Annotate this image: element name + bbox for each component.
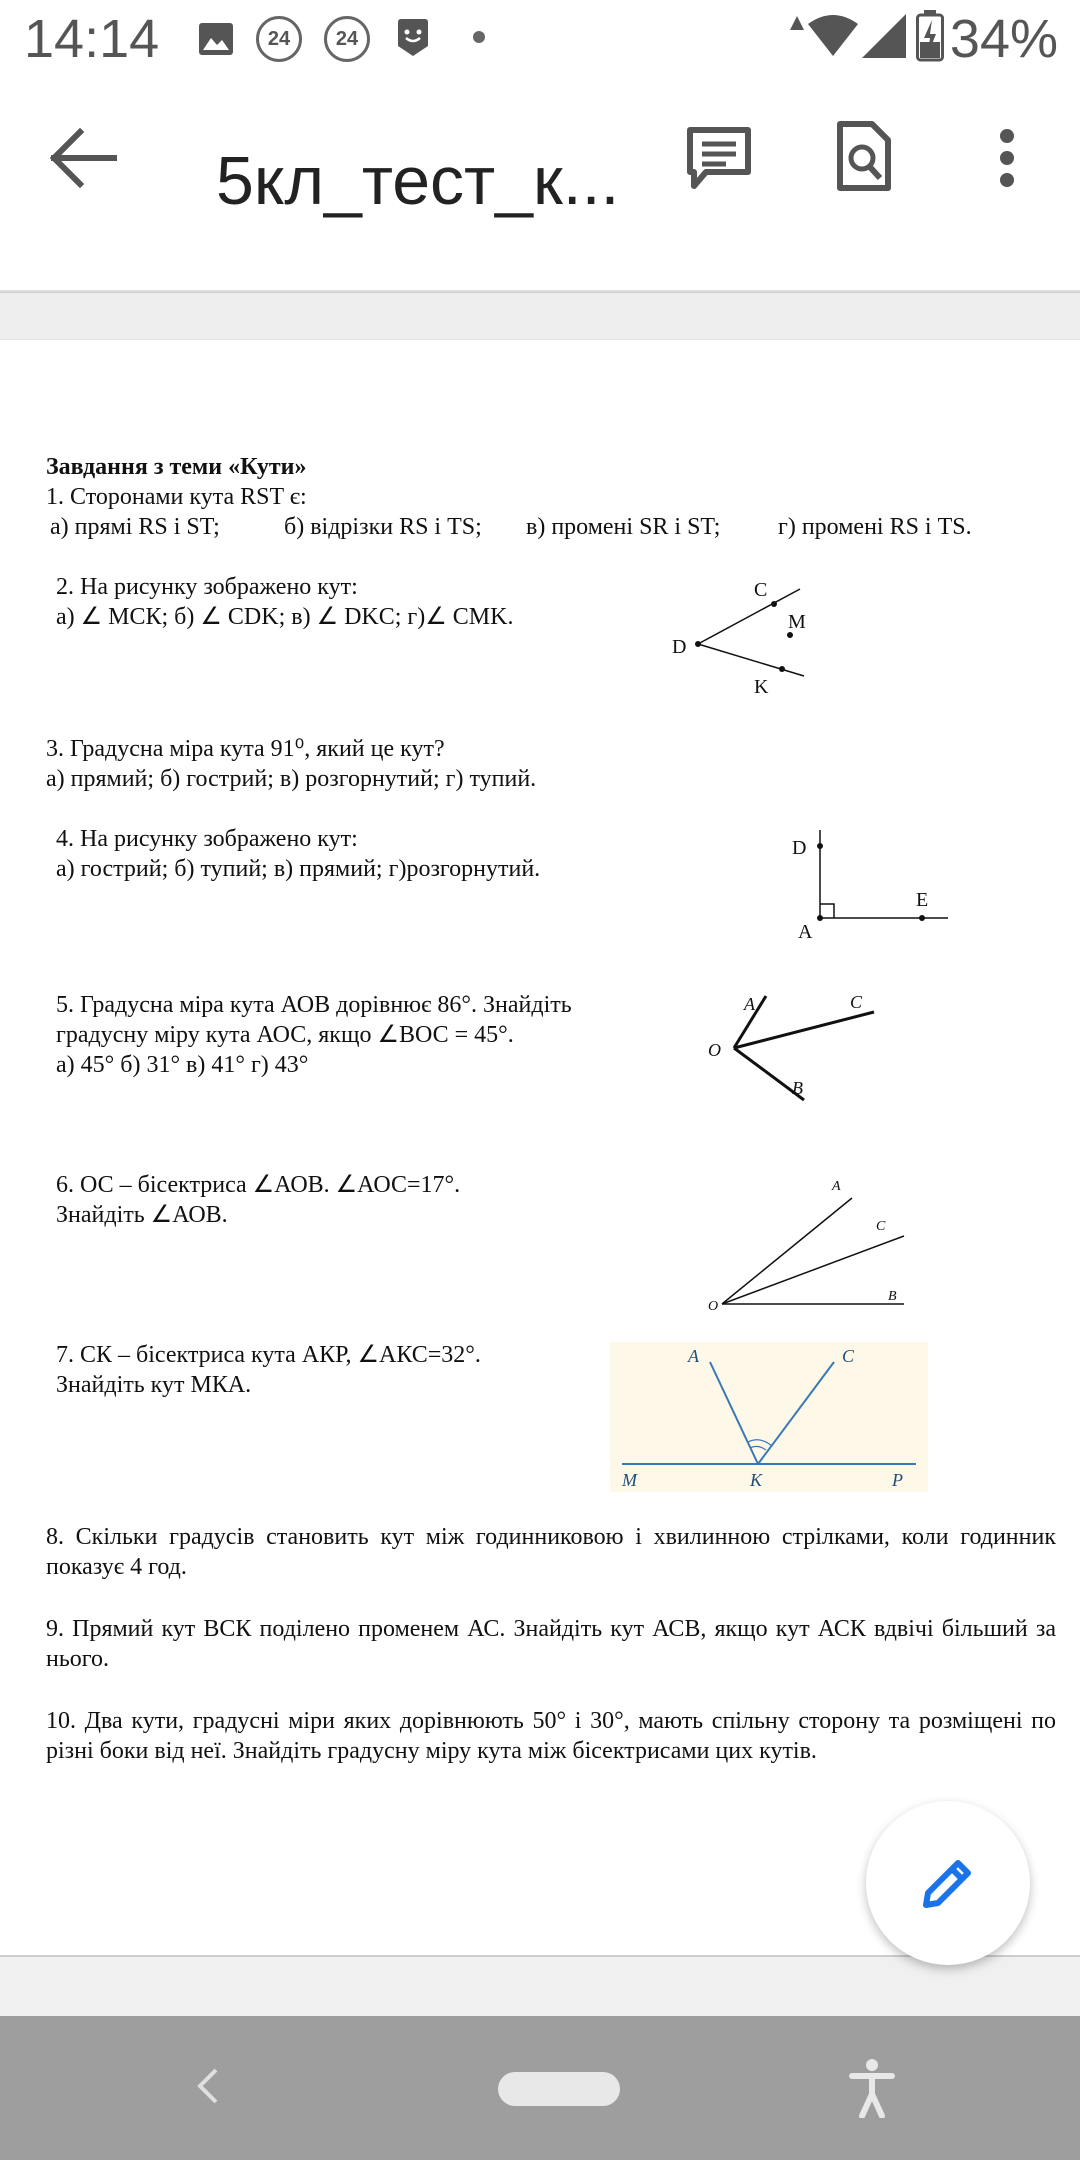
signal-icon (862, 14, 906, 63)
fig4-label-a: A (798, 921, 813, 943)
q2-options: а) ∠ МСК; б) ∠ CDK; в) ∠ DKC; г)∠ CMK. (56, 604, 514, 630)
figure-angle-cdk (660, 565, 820, 695)
battery-icon (916, 10, 944, 67)
find-in-page-icon[interactable] (836, 120, 892, 197)
q5-options: а) 45° б) 31° в) 41° г) 43° (56, 1052, 309, 1078)
fig5-label-a: A (744, 994, 755, 1014)
fig6-label-b: B (888, 1289, 897, 1304)
document-title: 5кл_тест_к... (216, 143, 620, 219)
comment-icon[interactable] (686, 126, 752, 195)
fig6-label-a: A (832, 1179, 841, 1194)
figure-bisector-oc (700, 1170, 920, 1320)
document-page[interactable] (0, 340, 1080, 1957)
navigation-bar (0, 2016, 1080, 2160)
fig7-label-m: M (622, 1470, 637, 1490)
q1-option-d: г) промені RS і TS. (778, 514, 972, 540)
fig6-label-o: O (708, 1299, 719, 1314)
accessibility-icon[interactable] (848, 2058, 896, 2123)
question-3: 3. Градусна міра кута 91⁰, який це кут? (46, 736, 445, 762)
fig7-label-c: C (842, 1346, 855, 1366)
fig7-label-p: P (892, 1470, 903, 1490)
image-notification-icon (198, 22, 234, 61)
fig2-label-m: M (788, 611, 806, 633)
notification-badge-icon: 24 (324, 16, 370, 62)
fig2-label-c: C (754, 579, 768, 601)
heading: Завдання з теми «Кути» (46, 454, 307, 480)
q4-options: а) гострий; б) тупий; в) прямий; г)розгорнутий. (56, 856, 541, 882)
question-4: 4. На рисунку зображено кут: (56, 826, 358, 852)
question-2: 2. На рисунку зображено кут: (56, 574, 358, 600)
status-time: 14:14 (24, 9, 160, 69)
pencil-icon (918, 1853, 978, 1913)
fig5-label-b: B (792, 1078, 803, 1098)
q1-option-a: а) прямі RS і ST; (50, 514, 220, 540)
status-bar (0, 0, 1080, 80)
app-bar (0, 80, 1080, 292)
question-8: 8. Скільки градусів становить кут між годинниковою і хвилинною стрілками, коли годинник показує 4 год. (46, 1524, 1056, 1580)
nav-back-icon[interactable] (196, 2066, 220, 2111)
question-5-line-1: 5. Градусна міра кута АОВ дорівнює 86°. Знайдіть (56, 992, 572, 1018)
fig2-label-d: D (672, 636, 687, 658)
fig5-label-o: O (708, 1040, 721, 1060)
question-5-line-2: градусну міру кута АОС, якщо ∠ВОС = 45°. (56, 1022, 514, 1048)
fig2-label-k: K (754, 676, 769, 695)
question-6-line-1: 6. ОС – бісектриса ∠АОВ. ∠АОС=17°. (56, 1172, 461, 1198)
fig7-label-k: K (750, 1470, 763, 1490)
q1-option-b: б) відрізки RS і TS; (284, 514, 482, 540)
page-gap (0, 292, 1080, 340)
more-options-icon[interactable] (996, 128, 1018, 193)
question-7-line-1: 7. СК – бісектриса кута АКР, ∠АКС=32°. (56, 1342, 481, 1368)
wifi-icon (808, 14, 858, 63)
question-1: 1. Сторонами кута RST є: (46, 484, 307, 510)
figure-angles-aob (700, 990, 880, 1110)
question-6-line-2: Знайдіть ∠АОВ. (56, 1202, 228, 1228)
question-7-line-2: Знайдіть кут МКА. (56, 1372, 252, 1398)
notification-badge-icon: 24 (256, 16, 302, 62)
fig6-label-c: C (876, 1219, 886, 1234)
nav-home-pill[interactable] (498, 2072, 620, 2106)
question-9: 9. Прямий кут ВСК поділено променем АС. Знайдіть кут АСВ, якщо кут АСК вдвічі більший за нього. (46, 1616, 1056, 1672)
q3-options: а) прямий; б) гострий; в) розгорнутий; г) тупий. (46, 766, 537, 792)
edit-button[interactable] (866, 1801, 1030, 1965)
question-10: 10. Два кути, градусні міри яких дорівнюють 50° і 30°, мають спільну сторону та розміщені по різні боки від неї. Знайдіть градусну міру кута між бісектрисами цих кутів. (46, 1708, 1056, 1764)
battery-percentage: 34% (949, 9, 1058, 69)
dot-icon (472, 30, 486, 49)
figure-bisector-ck (610, 1342, 928, 1492)
back-arrow-icon[interactable] (50, 128, 118, 193)
fig7-label-a: A (688, 1346, 699, 1366)
fig4-label-e: E (916, 889, 929, 911)
data-arrow-icon (790, 16, 804, 39)
fig4-label-d: D (792, 837, 807, 859)
chat-app-icon (396, 18, 430, 63)
fig5-label-c: C (850, 992, 863, 1012)
q1-option-c: в) промені SR і ST; (526, 514, 721, 540)
figure-right-angle (780, 826, 960, 946)
